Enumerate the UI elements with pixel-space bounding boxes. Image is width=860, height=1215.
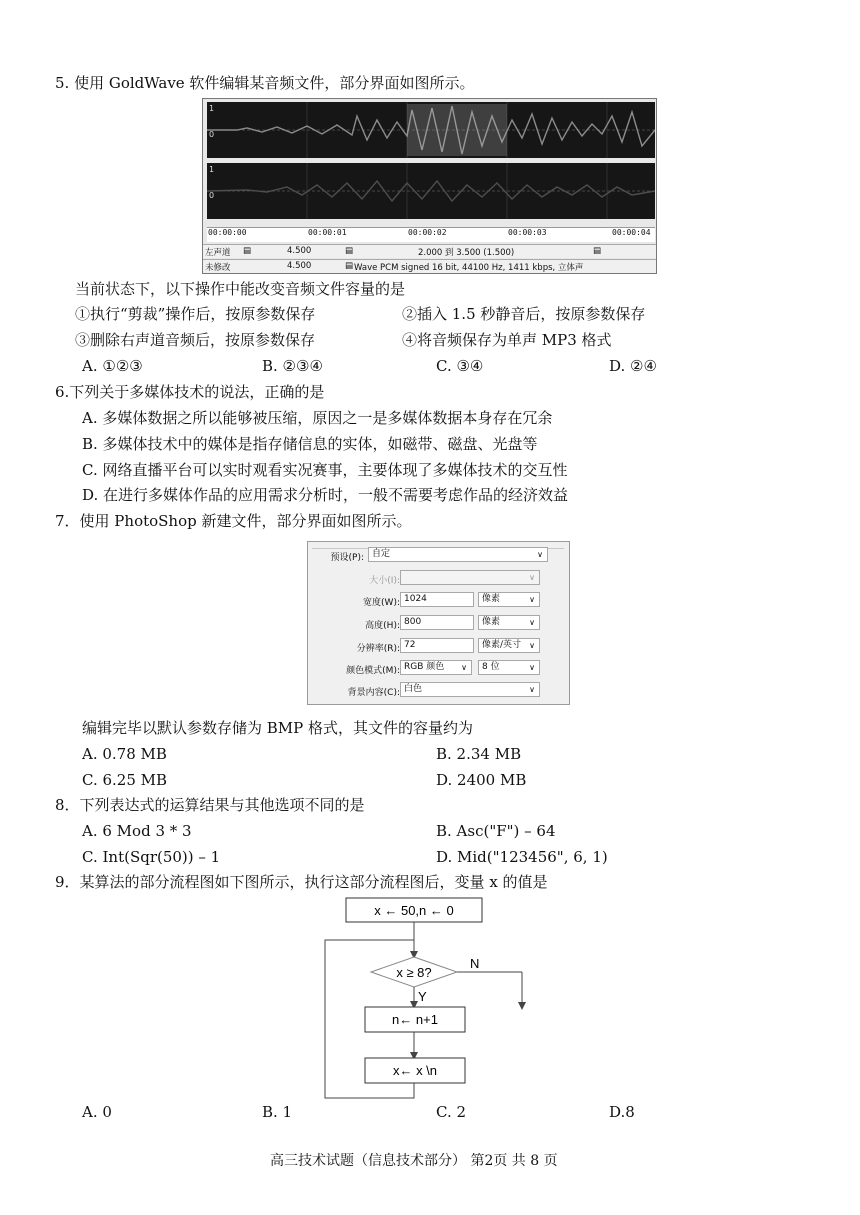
q7-option-b: B. 2.34 MB — [436, 745, 522, 763]
height-unit: 像素 — [482, 617, 501, 627]
background-value: 白色 — [404, 684, 423, 694]
flow-step1-text: n← n+1 — [392, 1012, 438, 1027]
q7-option-d: D. 2400 MB — [436, 771, 527, 789]
modified-state: 未修改 — [205, 263, 231, 273]
width-value: 1024 — [404, 594, 427, 604]
status-bar-2 — [203, 259, 656, 273]
status-bar-1 — [203, 244, 656, 258]
left-channel-waveform — [207, 102, 655, 158]
q5-prompt: 当前状态下，以下操作中能改变音频文件容量的是 — [75, 280, 406, 298]
status-icon: ▤ — [345, 246, 354, 256]
width-label: 宽度(W): — [363, 598, 400, 608]
waveform-graph — [207, 102, 655, 158]
time-tick: 00:00:04 — [612, 228, 651, 237]
q9-option-c: C. 2 — [436, 1103, 467, 1121]
right-channel-waveform — [207, 163, 655, 219]
resolution-label: 分辨率(R): — [356, 644, 400, 654]
height-input[interactable] — [400, 615, 474, 630]
q5-op-3: ③删除右声道音频后，按原参数保存 — [75, 331, 316, 349]
width-unit-select[interactable] — [478, 592, 540, 607]
q5-option-c: C. ③④ — [436, 357, 484, 375]
bit-depth-value: 8 位 — [482, 662, 500, 672]
q5-op-1: ①执行“剪裁”操作后，按原参数保存 — [75, 305, 316, 323]
width-input[interactable] — [400, 592, 474, 607]
goldwave-screenshot — [202, 98, 657, 274]
q7-option-c: C. 6.25 MB — [82, 771, 168, 789]
height-unit-select[interactable] — [478, 615, 540, 630]
duration-value: 4.500 — [287, 261, 312, 271]
q5-option-d: D. ②④ — [609, 357, 657, 375]
q8-option-d: D. Mid("123456", 6, 1) — [436, 848, 608, 866]
q9-option-a: A. 0 — [82, 1103, 112, 1121]
flow-init-text: x ← 50,n ← 0 — [374, 903, 454, 918]
time-tick: 00:00:00 — [208, 228, 247, 237]
flow-condition-text: x ≥ 8? — [396, 965, 432, 980]
q7-stem: 7．使用 PhotoShop 新建文件，部分界面如图所示。 — [55, 512, 412, 530]
status-icon: ▤ — [593, 246, 602, 256]
status-icon: ▤ — [243, 246, 252, 256]
color-mode-select[interactable] — [400, 660, 472, 675]
q8-option-b: B. Asc("F") – 64 — [436, 822, 556, 840]
q6-option-d: D. 在进行多媒体作品的应用需求分析时，一般不需要考虑作品的经济效益 — [82, 486, 569, 504]
duration-value: 4.500 — [287, 246, 312, 256]
selection-range: 2.000 到 3.500 (1.500) — [418, 248, 515, 258]
q7-option-a: A. 0.78 MB — [82, 745, 167, 763]
resolution-input[interactable] — [400, 638, 474, 653]
ch2-scale-mid: 0 — [209, 191, 215, 200]
flow-step2-text: x← x \n — [392, 1063, 438, 1078]
time-tick: 00:00:01 — [308, 228, 347, 237]
height-label: 高度(H): — [365, 621, 400, 631]
resolution-value: 72 — [404, 640, 416, 650]
preset-select[interactable] — [368, 547, 548, 562]
time-tick: 00:00:03 — [508, 228, 547, 237]
width-unit: 像素 — [482, 594, 501, 604]
resolution-unit: 像素/英寸 — [482, 640, 522, 650]
q7-prompt: 编辑完毕以默认参数存储为 BMP 格式，其文件的容量约为 — [82, 719, 474, 737]
audio-format: Wave PCM signed 16 bit, 44100 Hz, 1411 kbps, 立体声 — [354, 263, 584, 273]
channel-label: 左声道 — [205, 248, 231, 258]
ch1-scale-top: 1 — [209, 104, 215, 113]
q5-stem: 5. 使用 GoldWave 软件编辑某音频文件，部分界面如图所示。 — [55, 74, 475, 92]
q5-op-4: ④将音频保存为单声 MP3 格式 — [402, 331, 612, 349]
ch1-scale-mid: 0 — [209, 130, 215, 139]
timeline-ruler[interactable] — [207, 227, 655, 242]
time-tick: 00:00:02 — [408, 228, 447, 237]
height-value: 800 — [404, 617, 422, 627]
q5-op-2: ②插入 1.5 秒静音后，按原参数保存 — [402, 305, 646, 323]
color-mode-value: RGB 颜色 — [404, 662, 445, 672]
color-mode-label: 颜色模式(M): — [346, 666, 400, 676]
background-select[interactable] — [400, 682, 540, 697]
bit-depth-select[interactable] — [478, 660, 540, 675]
q6-option-c: C. 网络直播平台可以实时观看实况赛事，主要体现了多媒体技术的交互性 — [82, 461, 568, 479]
flow-no-label: N — [470, 956, 480, 971]
q5-option-b: B. ②③④ — [262, 357, 323, 375]
q9-option-b: B. 1 — [262, 1103, 293, 1121]
q6-option-b: B. 多媒体技术中的媒体是指存储信息的实体，如磁带、磁盘、光盘等 — [82, 435, 538, 453]
resolution-unit-select[interactable] — [478, 638, 540, 653]
flowchart — [300, 893, 560, 1107]
preset-label: 预设(P): — [330, 553, 364, 563]
q8-stem: 8．下列表达式的运算结果与其他选项不同的是 — [55, 796, 365, 814]
preset-value: 自定 — [372, 549, 391, 559]
photoshop-new-file-dialog — [307, 541, 570, 705]
q9-option-d: D.8 — [609, 1103, 635, 1121]
q8-option-c: C. Int(Sqr(50)) – 1 — [82, 848, 221, 866]
q5-option-a: A. ①②③ — [82, 357, 143, 375]
status-icon: ▤ — [345, 261, 354, 271]
q9-stem: 9．某算法的部分流程图如下图所示，执行这部分流程图后，变量 x 的值是 — [55, 873, 548, 891]
size-label: 大小(I): — [369, 576, 400, 586]
ch2-scale-top: 1 — [209, 165, 215, 174]
waveform-graph — [207, 163, 655, 219]
flow-yes-label: Y — [418, 989, 427, 1004]
q6-stem: 6.下列关于多媒体技术的说法，正确的是 — [55, 383, 325, 401]
q8-option-a: A. 6 Mod 3 * 3 — [82, 822, 192, 840]
q6-option-a: A. 多媒体数据之所以能够被压缩，原因之一是多媒体数据本身存在冗余 — [82, 409, 553, 427]
background-label: 背景内容(C): — [347, 688, 400, 698]
size-select — [400, 570, 540, 585]
page-footer: 高三技术试题（信息技术部分） 第2页 共 8 页 — [270, 1153, 558, 1169]
